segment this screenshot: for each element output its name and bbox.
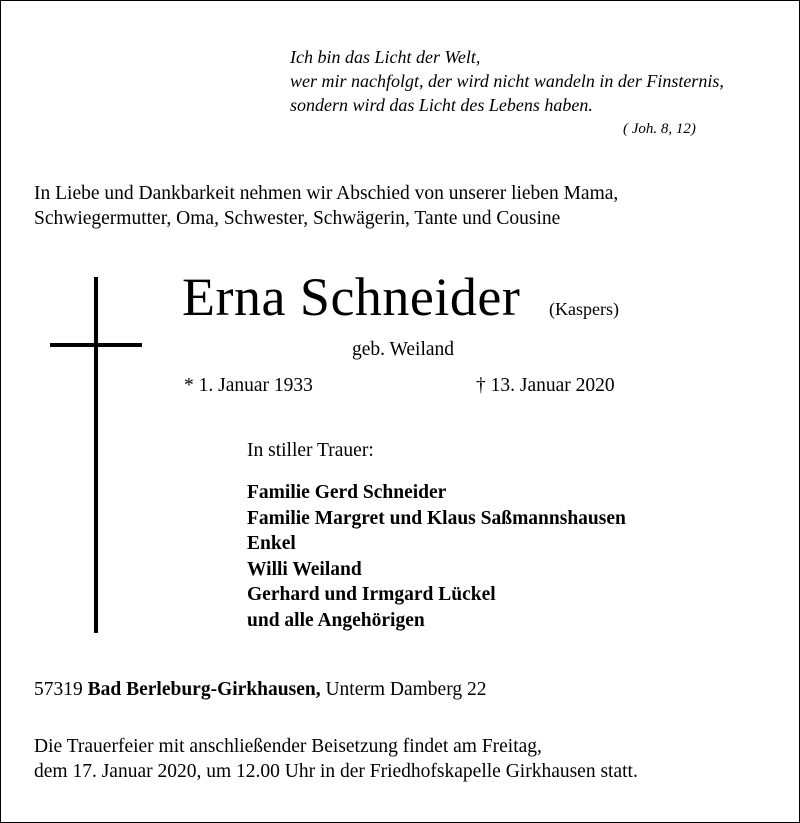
service-line-2: dem 17. Januar 2020, um 12.00 Uhr in der Friedhofskapelle Girkhausen statt.	[34, 761, 638, 782]
verse-line-1: Ich bin das Licht der Welt,	[290, 47, 481, 67]
birth-date: * 1. Januar 1933	[184, 375, 313, 396]
verse-reference: ( Joh. 8, 12)	[623, 121, 696, 137]
service-line-1: Die Trauerfeier mit anschließender Beisetzung findet am Freitag,	[34, 736, 542, 757]
latin-cross-icon	[94, 277, 98, 633]
intro-text	[34, 181, 618, 231]
mourner-2: Familie Margret und Klaus Saßmannshausen	[247, 507, 626, 529]
intro-line-1: In Liebe und Dankbarkeit nehmen wir Abschied von unserer lieben Mama,	[34, 183, 619, 204]
death-date: † 13. Januar 2020	[476, 375, 615, 396]
verse-line-2: wer mir nachfolgt, der wird nicht wandeln in der Finsternis,	[290, 71, 724, 91]
mourner-4: Willi Weiland	[247, 558, 362, 580]
verse-line-3: sondern wird das Licht des Lebens haben.	[290, 95, 593, 115]
service-info	[34, 734, 638, 784]
mourners-list	[247, 480, 626, 634]
address	[34, 679, 486, 701]
born-name: geb. Weiland	[352, 339, 455, 360]
intro-line-2: Schwiegermutter, Oma, Schwester, Schwägerin, Tante und Cousine	[34, 208, 561, 229]
mourner-5: Gerhard und Irmgard Lückel	[247, 584, 496, 606]
address-postcode: 57319	[34, 679, 83, 700]
cross-bar	[50, 343, 142, 347]
deceased-name: Erna Schneider	[182, 267, 521, 327]
mourner-3: Enkel	[247, 533, 296, 555]
maiden-name-note: (Kaspers)	[549, 299, 619, 319]
mourner-1: Familie Gerd Schneider	[247, 482, 447, 503]
bible-verse	[290, 45, 724, 117]
mourning-heading: In stiller Trauer:	[247, 440, 374, 461]
mourner-6: und alle Angehörigen	[247, 609, 425, 631]
address-street: Unterm Damberg 22	[325, 679, 487, 700]
address-town: Bad Berleburg-Girkhausen,	[87, 679, 321, 700]
